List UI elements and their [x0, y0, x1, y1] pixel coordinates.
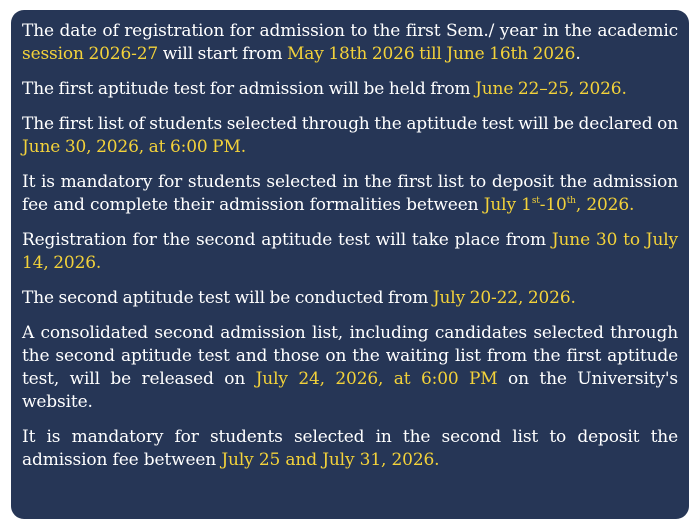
text: The first aptitude test for admission will be held from	[22, 79, 476, 99]
second-registration-dates-highlight: June 30 to July 14, 2026.	[22, 230, 679, 273]
text: The second aptitude test will be conducted from	[22, 288, 433, 308]
fee-date-highlight: -10	[539, 195, 567, 215]
second-fee-dates-highlight: July 25 and July 31, 2026.	[221, 450, 440, 470]
text: The date of registration for admission to the first Sem./ year in the academic	[22, 21, 678, 41]
ordinal-suffix: th	[566, 196, 576, 206]
fee-date-highlight: , 2026.	[575, 195, 635, 215]
second-aptitude-test-paragraph	[22, 287, 678, 310]
admission-notice-card	[11, 10, 689, 519]
text: A consolidated second admission list, including candidates selected through the second aptitude test and those on the waiting list from the first aptitude test, will be released on	[22, 323, 678, 389]
fee-date-highlight: July 1	[483, 195, 532, 215]
first-list-paragraph	[22, 113, 678, 159]
first-list-date-highlight: June 30, 2026, at 6:00 PM.	[22, 137, 246, 157]
first-aptitude-test-paragraph	[22, 78, 678, 101]
text: on the University's website.	[22, 369, 678, 412]
consolidated-list-paragraph	[22, 322, 678, 414]
session-highlight: session 2026-27	[22, 44, 159, 64]
second-list-fee-paragraph	[22, 426, 678, 472]
text: .	[575, 44, 581, 64]
registration-dates-highlight: May 18th 2026 till June 16th 2026	[287, 44, 576, 64]
registration-dates-paragraph	[22, 20, 678, 66]
consolidated-list-date-highlight: July 24, 2026, at 6:00 PM	[255, 369, 498, 389]
second-test-registration-paragraph	[22, 229, 678, 275]
text: will start from	[158, 44, 288, 64]
text: It is mandatory for students selected in the first list to deposit the admission fee and complete their admission formalities between	[22, 172, 678, 215]
second-test-dates-highlight: July 20-22, 2026.	[432, 288, 576, 308]
ordinal-suffix: st	[531, 196, 540, 206]
text: It is mandatory for students selected in the second list to deposit the admission fee between	[22, 427, 678, 470]
text: Registration for the second aptitude test will take place from	[22, 230, 552, 250]
first-list-fee-paragraph	[22, 171, 678, 217]
first-test-dates-highlight: June 22–25, 2026.	[475, 79, 627, 99]
text: The first list of students selected through the aptitude test will be declared on	[22, 114, 678, 134]
